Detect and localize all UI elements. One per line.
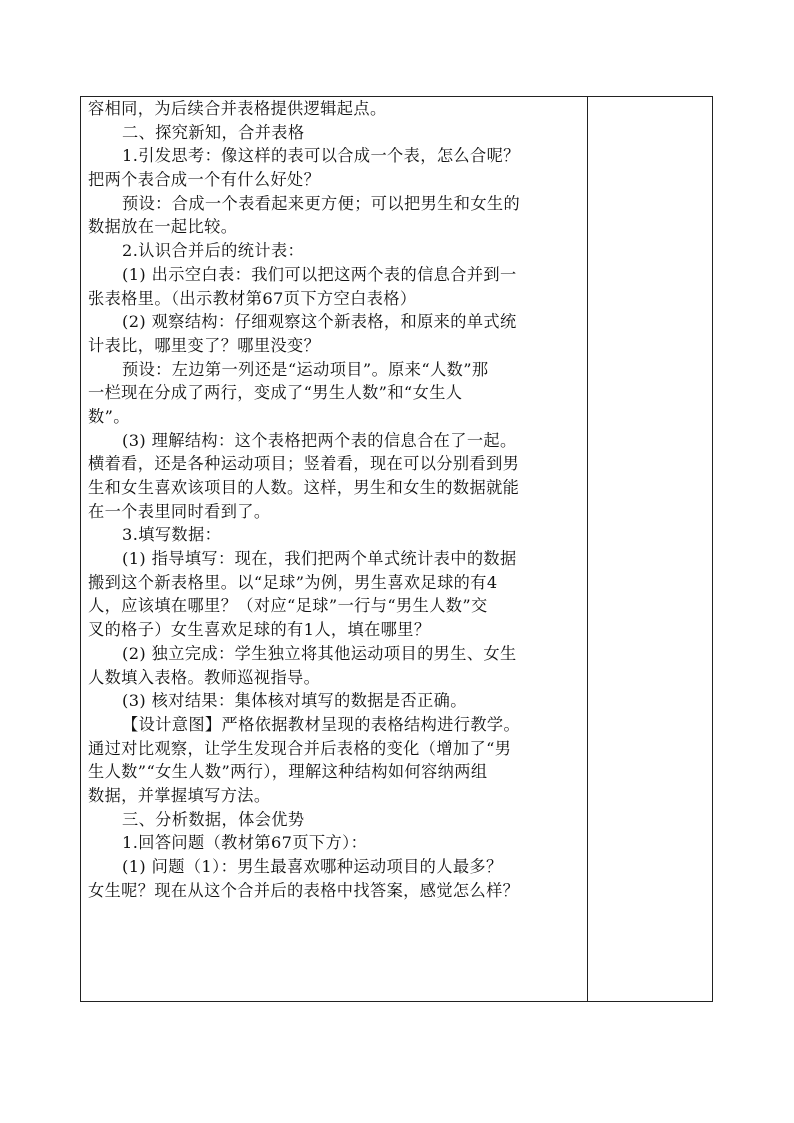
text-line: 女生呢？现在从这个合并后的表格中找答案，感觉怎么样？ [88,880,520,900]
text-line: 生人数”“女生人数”两行），理解这种结构如何容纳两组 [88,762,488,782]
text-line: 数据，并掌握填写方法。 [88,785,271,805]
text-line: 一栏现在分成了两行，变成了“男生人数”和“女生人 [88,383,463,403]
text-line: 把两个表合成一个有什么好处？ [88,170,321,190]
text-line: 容相同，为后续合并表格提供逻辑起点。 [88,99,387,118]
text-line: (3) 理解结构：这个表格把两个表的信息合在了一起。 [122,430,517,450]
text-line: (1) 问题（1）：男生最喜欢哪种运动项目的人最多？ [122,857,503,876]
notes-cell [588,97,712,1001]
text-line: (1) 出示空白表：我们可以把这两个表的信息合并到一 [122,264,517,284]
text-line: 数据放在一起比较。 [88,217,238,237]
text-line: 预设：左边第一列还是“运动项目”。原来“人数”那 [122,359,489,379]
text-line: 二、探究新知，合并表格 [122,122,305,142]
text-line: 叉的格子）女生喜欢足球的有1人，填在哪里？ [88,620,431,640]
text-line: 生和女生喜欢该项目的人数。这样，男生和女生的数据就能 [88,478,520,497]
text-line: 3.填写数据： [122,525,222,545]
text-line: 计表比，哪里变了？哪里没变？ [88,335,321,355]
text-line: 通过对比观察，让学生发现合并后表格的变化（增加了“男 [88,738,512,758]
text-line: 1.引发思考：像这样的表可以合成一个表，怎么合呢？ [122,146,520,166]
text-line: (2) 观察结构：仔细观察这个新表格，和原来的单式统 [122,312,517,332]
text-line: 2.认识合并后的统计表： [122,241,305,261]
content-cell [81,97,588,1001]
text-line: 三、分析数据，体会优势 [122,809,305,829]
text-line: 张表格里。（出示教材第67页下方空白表格） [88,288,417,308]
text-line: (2) 独立完成：学生独立将其他运动项目的男生、女生 [122,643,517,663]
text-line: 预设：合成一个表看起来更方便；可以把男生和女生的 [122,193,521,213]
text-line: (3) 核对结果：集体核对填写的数据是否正确。 [122,691,467,711]
text-line: 1.回答问题（教材第67页下方）： [122,833,368,853]
text-line: 横着看，还是各种运动项目；竖着看，现在可以分别看到男 [88,454,520,474]
text-line: 数”。 [88,406,130,426]
text-line: 【设计意图】严格依据教材呈现的表格结构进行教学。 [122,714,521,734]
text-line: 人数填入表格。教师巡视指导。 [88,667,321,687]
text-line: 人，应该填在哪里？（对应“足球”一行与“男生人数”交 [88,596,488,616]
text-line: 搬到这个新表格里。以“足球”为例，男生喜欢足球的有4 [88,572,498,592]
lesson-plan-table [80,96,713,1002]
text-line: 在一个表里同时看到了。 [88,501,271,521]
text-line: (1) 指导填写：现在，我们把两个单式统计表中的数据 [122,549,517,569]
